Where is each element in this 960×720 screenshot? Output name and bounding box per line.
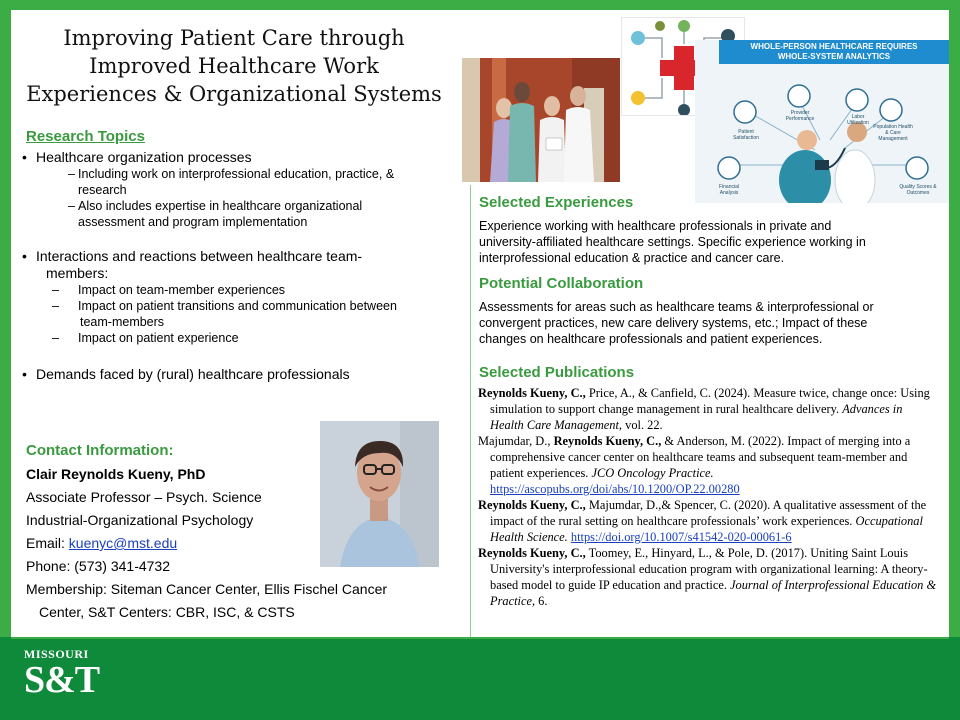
title-line-1: Improving Patient Care through [63, 26, 405, 50]
subtopic-item-cont: research [78, 183, 127, 197]
email-link[interactable]: kuenyc@mst.edu [68, 535, 178, 551]
subtopic-item-cont: team-members [80, 315, 165, 329]
frame-left [0, 0, 11, 720]
icon-label: Quality Scores & Outcomes [899, 184, 937, 196]
subtopic-item: – Impact on patient transitions and communication between [52, 299, 397, 313]
topic-item: • Interactions and reactions between healthcare team- [22, 248, 452, 265]
contact-membership-2: Center, S&T Centers: CBR, ISC, & CSTS [39, 604, 295, 620]
publication-item: Reynolds Kueny, C., Majumdar, D.,& Spencer, C. (2020). A qualitative assessment of the impact of the rural setting on healthcare professionals’ work experiences. Occupational Health Science. https://doi.org/10.1007/s41542-020-00061-6 [478, 498, 927, 544]
research-topics-heading: Research Topics [26, 128, 145, 145]
topic-item-cont: members: [46, 265, 109, 281]
collaboration-section [479, 275, 934, 347]
contact-email: Email: kuenyc@mst.edu [26, 535, 178, 551]
healthcare-team-image [462, 58, 620, 182]
analytics-infographic [695, 40, 949, 203]
topic-item: • Healthcare organization processes [22, 149, 452, 166]
research-topics-list [22, 149, 452, 383]
subtopic-item: – Also includes expertise in healthcare organizational [68, 199, 363, 213]
title-line-3: Experiences & Organizational Systems [26, 82, 442, 106]
subtopic-item: – Impact on team-member experiences [52, 283, 286, 297]
column-divider [470, 185, 471, 637]
contact-name: Clair Reynolds Kueny, PhD [26, 466, 206, 482]
footer-bar [0, 637, 960, 720]
poster-title [14, 24, 454, 108]
icon-label: Provider Performance [785, 110, 815, 122]
icon-label: Patient Satisfaction [733, 129, 759, 141]
publication-item: Majumdar, D., Reynolds Kueny, C., & Anderson, M. (2022). Impact of merging into a comprehensive cancer center on healthcare teams and subsequent team-member and patient experiences. JCO Oncology Practice. https://ascopubs.org/doi/abs/10.1200/OP.22.00280 [478, 434, 911, 496]
headshot-photo [320, 421, 439, 567]
subtopic-item-cont: assessment and program implementation [78, 215, 308, 229]
publication-item: Reynolds Kueny, C., Price, A., & Canfield, C. (2024). Measure twice, change once: Using simulation to support change management in rural healthcare delivery. Advances in Health Care Management, vol. 22. [478, 386, 930, 432]
collaboration-heading: Potential Collaboration [479, 275, 644, 292]
analytics-banner: WHOLE-PERSON HEALTHCARE REQUIRES WHOLE-SYSTEM ANALYTICS [719, 40, 949, 64]
contact-position: Associate Professor – Psych. Science [26, 489, 262, 505]
contact-membership-1: Membership: Siteman Cancer Center, Ellis Fischel Cancer [26, 581, 388, 597]
icon-label: Labor Utilization [847, 114, 869, 126]
subtopic-item: – Including work on interprofessional education, practice, & [68, 167, 395, 181]
collaboration-text: Assessments for areas such as healthcare teams & interprofessional or convergent practices, new care delivery systems, etc.; Impact of these changes on healthcare professionals and patient experiences. [479, 300, 874, 346]
subtopic-item: – Impact on patient experience [52, 331, 239, 345]
publication-link[interactable]: https://doi.org/10.1007/s41542-020-00061-6 [570, 530, 792, 544]
topic-item: • Demands faced by (rural) healthcare professionals [22, 366, 452, 383]
experiences-section [479, 194, 934, 266]
experiences-heading: Selected Experiences [479, 194, 634, 211]
publication-item: Reynolds Kueny, C., Toomey, E., Hinyard, L., & Pole, D. (2017). Uniting Saint Louis University's interprofessional education program with organizational learning: A theory-based model to guide IP education and practice. Journal of Interprofessional Education & Practice, 6. [478, 546, 937, 608]
missouri-st-logo: MISSOURI S&T [24, 647, 100, 701]
contact-department: Industrial-Organizational Psychology [26, 512, 254, 528]
frame-right [949, 0, 960, 720]
contact-phone: Phone: (573) 341-4732 [26, 558, 170, 574]
icon-label: Financial Analysis [718, 184, 739, 196]
icon-label: Population Health & Care Management [873, 124, 913, 142]
publication-link[interactable]: https://ascopubs.org/doi/abs/10.1200/OP.22.00280 [490, 482, 740, 496]
publications-heading: Selected Publications [479, 364, 635, 381]
experiences-text: Experience working with healthcare professionals in private and university-affiliated healthcare settings. Specific experience working in interprofessional education & practice and cancer care. [479, 219, 866, 265]
title-line-2: Improved Healthcare Work [89, 54, 379, 78]
publications-list [478, 385, 938, 609]
frame-top [0, 0, 960, 10]
contact-heading: Contact Information: [26, 442, 174, 459]
